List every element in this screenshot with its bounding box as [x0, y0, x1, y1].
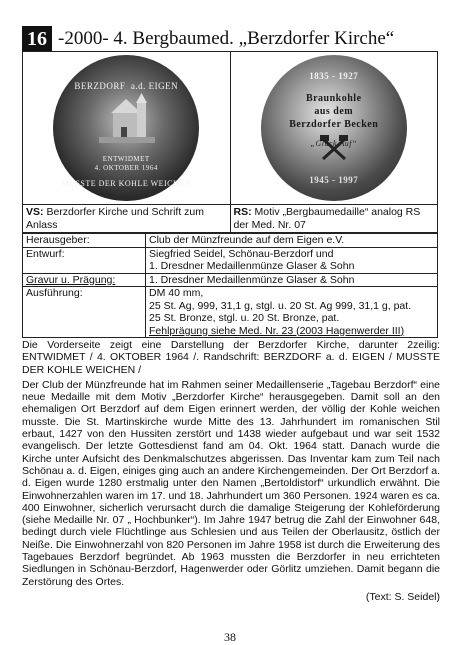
reverse-text-1: Braunkohle	[305, 93, 362, 104]
reverse-years-top: 1835 - 1927	[309, 71, 359, 81]
obverse-rim-text: MUSSTE DER KOHLE WEICHEN	[61, 179, 191, 188]
obverse-text-4: 4. OKTOBER 1964	[94, 164, 158, 172]
details-table	[22, 233, 438, 338]
paragraph-description: Die Vorderseite zeigt eine Darstellung der Berzdorfer Kirche, darunter 2zeilig: ENTWIDMET / 4. OKTOBER 1964 /. Randschrift: BERZDORF a. d. EIGEN / MUSSTE DER KOHLE WEICHEN /	[22, 339, 440, 376]
table-row	[23, 234, 438, 248]
row-value: 1. Dresdner Medaillenmünze Glaser & Sohn	[146, 273, 438, 287]
reverse-caption-text: Motiv „Bergbaumedaille“ analog RS der Med. Nr. 07	[233, 206, 421, 231]
obverse-caption-label: VS:	[26, 206, 44, 218]
row-value: DM 40 mm, 25 St. Ag, 999, 31,1 g, stgl. u. 20 St. Ag 999, 31,1 g, pat. 25 St. Bronze, stgl. u. 20 St. Bronze, pat. Fehlprägung siehe Med. Nr. 23 (2003 Hagenwerder III)	[146, 287, 438, 338]
page-number: 38	[224, 630, 236, 644]
obverse-medal-image	[53, 55, 199, 201]
paragraph-history: Der Club der Münzfreunde hat im Rahmen seiner Medaillenserie „Tagebau Berzdorf“ eine neue Medaille mit dem Motiv „Berzdorfer Kirche“ herausgegeben. Damit soll an den ehemaligen Ort Berzdorf auf dem Eigen erinnert werden, der völlig der Kohle weichen musste. Die St. Martinskirche wurde Mitte des 13. Jahrhundert im romanischen Stil erbaut, 1427 von den Hussiten zerstört und 1438 wieder aufgebaut und war seit 1532 evangelisch. Der letzte Gottesdienst fand am 04. Okt. 1964 statt. Danach wurde die Kirche unter Aufsicht des Denkmalschutzes abgerissen. Das Inventar kam zum Teil nach Schönau a. d. Eigen, einiges ging auch an andere Kirchengemeinden. Der Ort Berzdorf a. d. Eigen wurde 1280 erstmalig unter den Namen „Bertoldistorf“ urkundlich erwähnt. Die Einwohnerzahlen waren im 17. und 18. Jahrhundert um 360 Personen. 1924 waren es ca. 400 Einwohner, sicherlich verursacht durch die damalige Steigerung der Kohleförderung (siehe Medaille Nr. 07 „ Hochbunker“). Im Jahre 1947 betrug die Zahl der Einwohner 648, bedingt durch viele Flüchtlinge aus Schlesien und aus Teilen der Oberlausitz, östlich der Neiße. Die Einwohnerzahl von 820 Personen im Jahre 1958 ist durch die Erweiterung des Tagebaues Berzdorf begründet. Ab 1963 mussten die Berzdorfer in neu errichteten Siedlungen in Schönau-Berzdorf, Hagenwerder oder Görlitz umziehen. Damit begann die Zerstörung des Ortes.	[22, 378, 440, 588]
reverse-caption-label: RS:	[233, 206, 252, 218]
obverse-text-2: a.d. EIGEN	[130, 81, 179, 91]
reverse-photo-panel	[230, 52, 438, 204]
article-body	[22, 339, 440, 606]
obverse-caption	[23, 205, 230, 232]
row-key: Entwurf:	[23, 247, 146, 273]
reverse-text-3: Berzdorfer Becken	[289, 119, 379, 130]
row-key: Herausgeber:	[23, 234, 146, 248]
church-drawing	[91, 93, 161, 151]
obverse-text-1: BERZDORF	[74, 81, 126, 91]
row-value: Club der Münzfreunde auf dem Eigen e.V.	[146, 234, 438, 248]
obverse-caption-text: Berzdorfer Kirche und Schrift zum Anlass	[26, 206, 204, 231]
side-captions	[22, 205, 438, 233]
reverse-years-bottom: 1945 - 1997	[309, 175, 359, 185]
reverse-motto: „Glück Auf“	[310, 139, 357, 148]
reverse-caption	[230, 205, 438, 232]
reverse-medal-image	[261, 55, 407, 201]
page-title-bar	[22, 26, 442, 52]
obverse-photo-panel	[23, 52, 230, 204]
reverse-text-2: aus dem	[314, 106, 354, 117]
medal-photos	[22, 51, 438, 205]
table-row	[23, 247, 438, 273]
entry-title: -2000- 4. Bergbaumed. „Berzdorfer Kirche“	[58, 28, 395, 49]
entry-number: 16	[22, 26, 52, 52]
row-key: Ausführung:	[23, 287, 146, 338]
obverse-text-3: ENTWIDMET	[102, 155, 150, 163]
row-key: Gravur u. Prägung:	[23, 273, 146, 287]
table-row	[23, 273, 438, 287]
row-value: Siegfried Seidel, Schönau-Berzdorf und 1. Dresdner Medaillenmünze Glaser & Sohn	[146, 247, 438, 273]
table-row	[23, 287, 438, 338]
text-credit: (Text: S. Seidel)	[365, 590, 440, 603]
